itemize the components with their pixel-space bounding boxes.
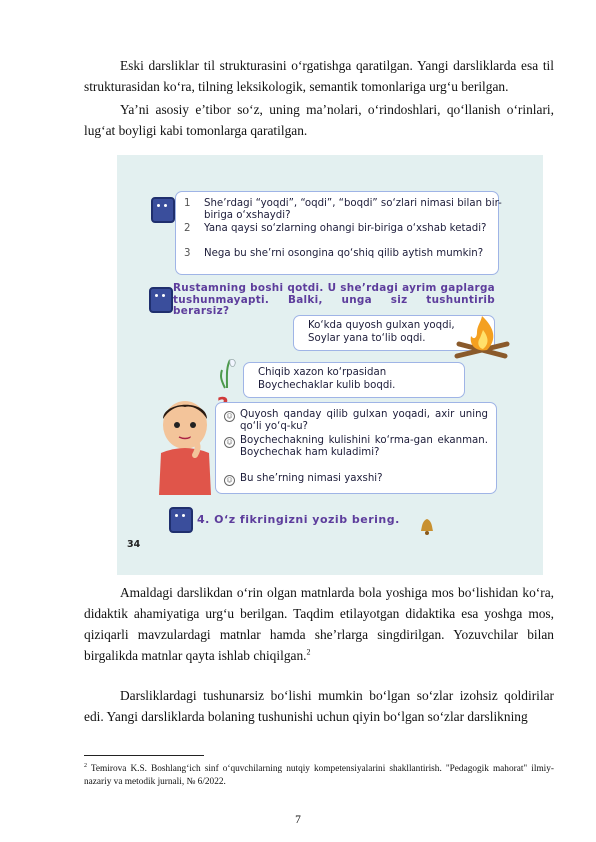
calculator-mascot-icon <box>169 507 193 533</box>
footnote-divider <box>84 755 204 756</box>
bell-icon <box>419 517 435 535</box>
snowdrop-flower-illustration <box>212 350 242 390</box>
sub-question: Bu she’rning nimasi yaxshi? <box>240 473 383 484</box>
final-task: 4. O‘z fikringizni yozib bering. <box>197 513 400 526</box>
paragraph-3-text: Amaldagi darslikdan o‘rin olgan matnlarda bola yoshiga mos bo‘lishidan ko‘ra, didaktik ahamiyatiga urg‘u berilgan. Taqdim etilayotgan didaktika esa yoshga mos, qiziqarli mavzulardagi matnlar hamda she’rlarga singdirilgan. Yozuvchilar bilan birgalikda matnlar qayta ishlab chiqilgan. <box>84 585 554 663</box>
page-number: 7 <box>295 814 301 826</box>
questions-box <box>175 191 502 275</box>
footnote-text: Temirova K.S. Boshlang‘ich sinf o‘quvchilarning nutqiy kompetensiyalarini shakllantirish. "Pedagogik mahorat" ilmiy-nazariy va metodik jurnali, № 6/2022. <box>84 764 555 788</box>
poem-line: Chiqib xazon ko‘rpasidan <box>258 367 387 378</box>
smiley-icon: ☺ <box>224 437 235 448</box>
question-text: Yana qaysi so‘zlarning ohangi bir-biriga o‘xshab ketadi? <box>204 223 487 234</box>
calculator-mascot-icon <box>151 197 175 223</box>
task-text: Rustamning boshi qotdi. U she’rdagi ayrim gaplarga tushunmayapti. Balki, unga siz tushuntirib berarsiz? <box>173 282 495 317</box>
smiley-icon: ☺ <box>224 475 235 486</box>
paragraph-4-text: Darsliklardagi tushunarsiz bo‘lishi mumkin bo‘lgan so‘zlar izohsiz qoldirilar edi. Yangi darsliklarda bolaning tushunishi uchun qiyin bo‘lgan so‘zlar darslikning <box>84 688 554 724</box>
sub-question: Quyosh qanday qilib gulxan yoqadi, axir uning qo‘li yo‘q-ku? <box>240 409 488 432</box>
question-number: 2 <box>184 223 191 234</box>
sub-question: Boychechakning kulishini ko‘rma-gan ekanman. Boychechak ham kuladimi? <box>240 435 488 458</box>
paragraph-1-text: Eski darsliklar til strukturasini o‘rgatishga qaratilgan. Yangi darsliklarda esa til strukturasidan ko‘ra, tilning leksikologik, semantik tomonlariga urg‘u berilgan. <box>84 58 554 94</box>
paragraph-3 <box>84 582 554 666</box>
smiley-icon: ☺ <box>224 411 235 422</box>
campfire-illustration <box>447 310 517 360</box>
paragraph-2-text: Ya’ni asosiy e’tibor so‘z, uning ma’nolari, o‘rindoshlari, qo‘llanish o‘rinlari, lug‘at boyligi kabi tomonlarga qaratilgan. <box>84 102 554 138</box>
footnote-number: 2 <box>84 763 87 769</box>
paragraph-2 <box>84 99 554 141</box>
thinking-boy-illustration <box>145 395 225 505</box>
paragraph-1 <box>84 55 554 97</box>
footnote-ref: 2 <box>306 647 311 657</box>
poem-line: Soylar yana to‘lib oqdi. <box>308 333 426 344</box>
question-text: She’rdagi “yoqdi”, “oqdi”, “boqdi” so‘zlari nimasi bilan bir-biriga o‘xshaydi? <box>204 198 502 221</box>
sub-questions-box <box>215 402 497 494</box>
question-text: Nega bu she’rni osongina qo‘shiq qilib aytish mumkin? <box>204 248 484 259</box>
paragraph-4 <box>84 685 554 727</box>
question-number: 3 <box>184 248 191 259</box>
footnote <box>84 760 554 789</box>
calculator-mascot-icon <box>149 287 173 313</box>
poem-line: Ko‘kda quyosh gulxan yoqdi, <box>308 320 455 331</box>
textbook-page-image <box>117 155 543 575</box>
textbook-page-number: 34 <box>127 539 141 550</box>
poem-line: Boychechaklar kulib boqdi. <box>258 380 396 391</box>
poem-box-2 <box>243 362 465 398</box>
question-number: 1 <box>184 198 191 209</box>
